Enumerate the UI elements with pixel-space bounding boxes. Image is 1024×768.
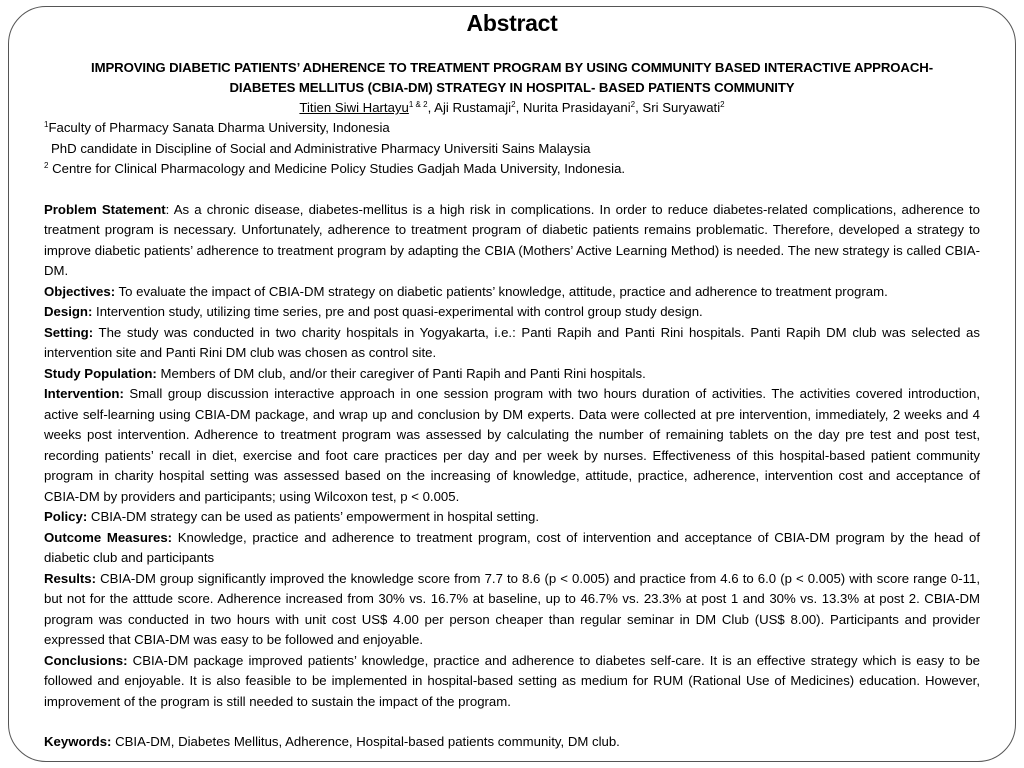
paper-title-line-2: DIABETES MELLITUS (CBIA-DM) STRATEGY IN HOSPITAL- BASED PATIENTS COMMUNITY [229, 80, 795, 95]
section-label: Problem Statement [44, 201, 166, 217]
author-3-affiliation: 2 [630, 100, 636, 109]
section-label: Keywords: [44, 734, 112, 749]
spacer [44, 712, 980, 732]
author-4-affiliation: 2 [720, 100, 725, 109]
page-title: Abstract [466, 10, 558, 36]
section-label: Design: [44, 304, 93, 319]
section-text: CBIA-DM package improved patients’ knowledge, practice and adherence to diabetes self-care. It is an effective strategy which is easy to be followed and enjoyable. It is also feasible to be implemented in hospital-based setting as medium for RUM (Rational Use of Medicines) education. However, improvement of the program is still needed to sustain the impact of the program. [44, 652, 980, 709]
section-label: Objectives: [44, 283, 116, 299]
section-design [44, 302, 980, 323]
section-intervention [44, 384, 980, 507]
section-results [44, 569, 980, 651]
paper-title-line-1: IMPROVING DIABETIC PATIENTS’ ADHERENCE TO TREATMENT PROGRAM BY USING COMMUNITY BASED INTERACTIVE APPROACH- [91, 60, 933, 75]
author-3: , Nurita Prasidayani [515, 100, 631, 115]
section-label: Results: [44, 570, 97, 586]
section-text: As a chronic disease, diabetes-mellitus is a high risk in complications. In order to reduce diabetes-related complications, adherence to treatment program is necessary. Unfortunately, adherence to treatment program of diabetic patients remains problematic. Therefore, developed a strategy to improve diabetic patients’ adherence to treatment program by adapting the CBIA (Mothers’ Active Learning Method) is needed. The new strategy is called CBIA-DM. [44, 201, 981, 278]
abstract-content [44, 8, 980, 753]
section-text: Small group discussion interactive approach in one session program with two hours duration of activities. The activities covered introduction, active self-learning using CBIA-DM package, and wrap up and conclusion by DM experts. Data were collected at pre intervention, immediately, 2 weeks and 4 weeks post intervention. Adherence to treatment program was assessed by calculating the number of remaining tablets on the day pre test and post test, recording patients’ recall in diet, exercise and foot care practices per day and per week by nurses. Effectiveness of this hospital-based patient community program in charity hospital setting was assessed based on the increasing of knowledge, attitude, practice, adherence, intervention cost and acceptance of CBIA-DM by providers and participants; using Wilcoxon test, p < 0.005. [44, 386, 980, 504]
author-1: Titien Siwi Hartayu [299, 100, 409, 115]
section-label: Study Population: [44, 365, 157, 381]
section-outcome-measures [44, 528, 980, 569]
affiliation-text: Faculty of Pharmacy Sanata Dharma University, Indonesia [48, 120, 390, 135]
author-2-affiliation: 2 [511, 100, 516, 109]
affiliation-marker: 1 [44, 120, 49, 129]
spacer [44, 180, 980, 200]
section-text: Knowledge, practice and adherence to treatment program, cost of intervention and acceptance of CBIA-DM program by the head of diabetic club and participants [44, 529, 981, 565]
author-list [44, 98, 980, 118]
author-4: , Sri Suryawati [635, 100, 721, 115]
section-text: Intervention study, utilizing time series, pre and post quasi-experimental with control group study design. [96, 304, 703, 319]
section-label: Policy: [44, 509, 88, 524]
section-text: Members of DM club, and/or their caregiver of Panti Rapih and Panti Rini hospitals. [160, 365, 646, 381]
author-1-affiliation: 1 & 2 [408, 100, 428, 109]
section-text: To evaluate the impact of CBIA-DM strategy on diabetic patients’ knowledge, attitude, practice and adherence to treatment program. [118, 283, 888, 299]
affiliation-marker: 2 [44, 161, 49, 170]
section-text: CBIA-DM, Diabetes Mellitus, Adherence, Hospital-based patients community, DM club. [115, 734, 620, 749]
affiliation-1 [44, 118, 980, 139]
section-separator: : [165, 201, 174, 217]
section-label: Intervention: [44, 386, 124, 401]
section-conclusions [44, 651, 980, 713]
affiliation-text: PhD candidate in Discipline of Social and Administrative Pharmacy Universiti Sains Malaysia [51, 140, 591, 156]
section-policy [44, 507, 980, 528]
author-2: , Aji Rustamaji [427, 100, 512, 115]
section-label: Outcome Measures: [44, 529, 173, 545]
affiliation-text: Centre for Clinical Pharmacology and Medicine Policy Studies Gadjah Mada University, Indonesia. [48, 161, 626, 176]
section-text: The study was conducted in two charity hospitals in Yogyakarta, i.e.: Panti Rapih and Panti Rini hospitals. Panti Rapih DM club was selected as intervention site and Panti Rini DM club was chosen as control site. [44, 324, 980, 360]
affiliation-2 [44, 159, 980, 180]
section-study-population [44, 364, 980, 385]
section-setting [44, 323, 980, 364]
section-text: CBIA-DM strategy can be used as patients’ empowerment in hospital setting. [90, 509, 540, 524]
section-keywords [44, 732, 980, 753]
affiliation-1b [44, 139, 980, 160]
section-objectives [44, 282, 980, 303]
section-text: CBIA-DM group significantly improved the knowledge score from 7.7 to 8.6 (p < 0.005) and practice from 4.6 to 6.0 (p < 0.005) with score range 0-11, but not for the atttude score. Adherence increased from 30% vs. 16.7% at baseline, up to 46.7% vs. 23.3% at post 1 and 30% vs. 13.3% at post 2. CBIA-DM program was conducted in two hours with unit cost US$ 4.00 per person cheaper than regular seminar in DM Club (US$ 8.00). Participants and provider expressed that CBIA-DM was easy to be followed and enjoyable. [44, 570, 981, 647]
section-label: Conclusions: [44, 652, 128, 668]
section-problem-statement [44, 200, 980, 282]
section-label: Setting: [44, 324, 94, 340]
